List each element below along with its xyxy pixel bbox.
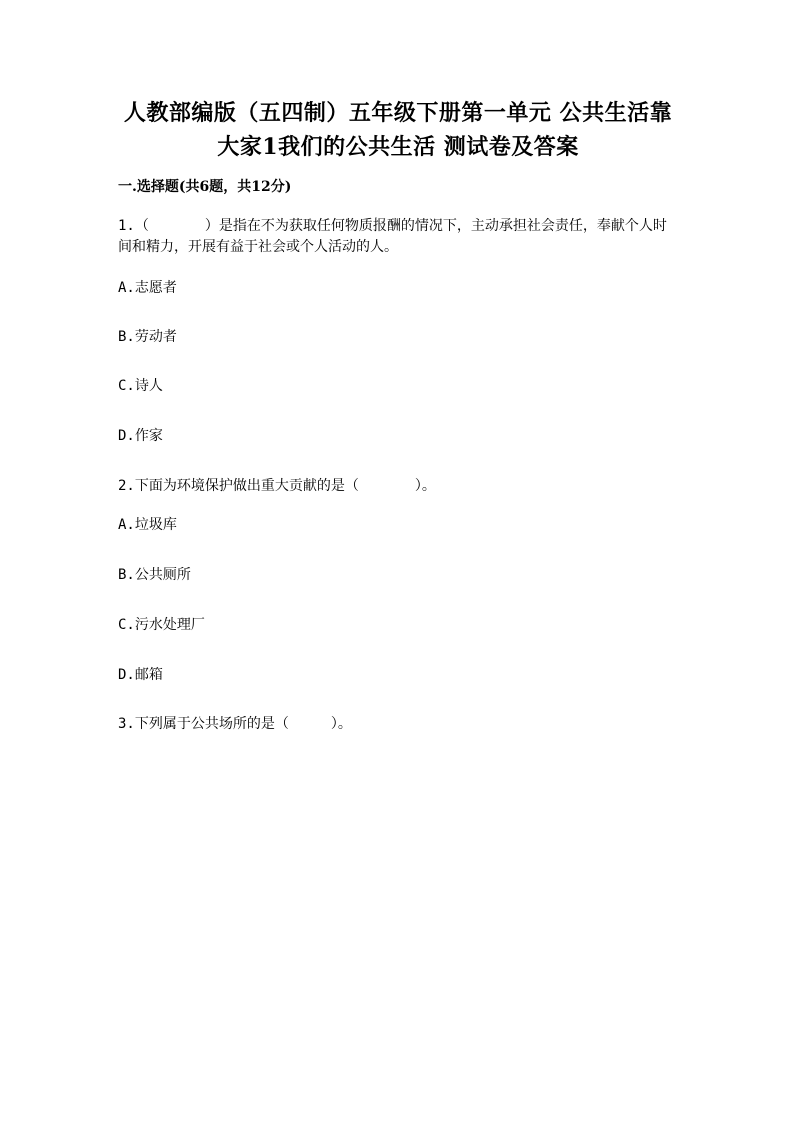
question-1-option-d: D.作家 xyxy=(118,428,163,444)
question-3-text: 3.下列属于公共场所的是（ ）。 xyxy=(118,716,352,732)
question-2-text: 2.下面为环境保护做出重大贡献的是（ ）。 xyxy=(118,478,436,494)
question-1-text: 1.（ ）是指在不为获取任何物质报酬的情况下，主动承担社会责任，奉献个人时间和精力，开展有益于社会或个人活动的人。 xyxy=(118,218,667,255)
question-2-option-a: A.垃圾库 xyxy=(118,517,177,533)
question-1-option-b: B.劳动者 xyxy=(118,329,177,345)
question-2-option-b: B.公共厕所 xyxy=(118,567,191,583)
question-2-option-c: C.污水处理厂 xyxy=(118,617,205,633)
section-heading: 一.选择题(共6题，共12分) xyxy=(118,179,292,195)
document-title: 人教部编版（五四制）五年级下册第一单元 公共生活靠大家1我们的公共生活 测试卷及答案 xyxy=(123,100,673,160)
question-1-option-c: C.诗人 xyxy=(118,378,163,394)
question-2-option-d: D.邮箱 xyxy=(118,667,163,683)
question-1-option-a: A.志愿者 xyxy=(118,280,177,296)
